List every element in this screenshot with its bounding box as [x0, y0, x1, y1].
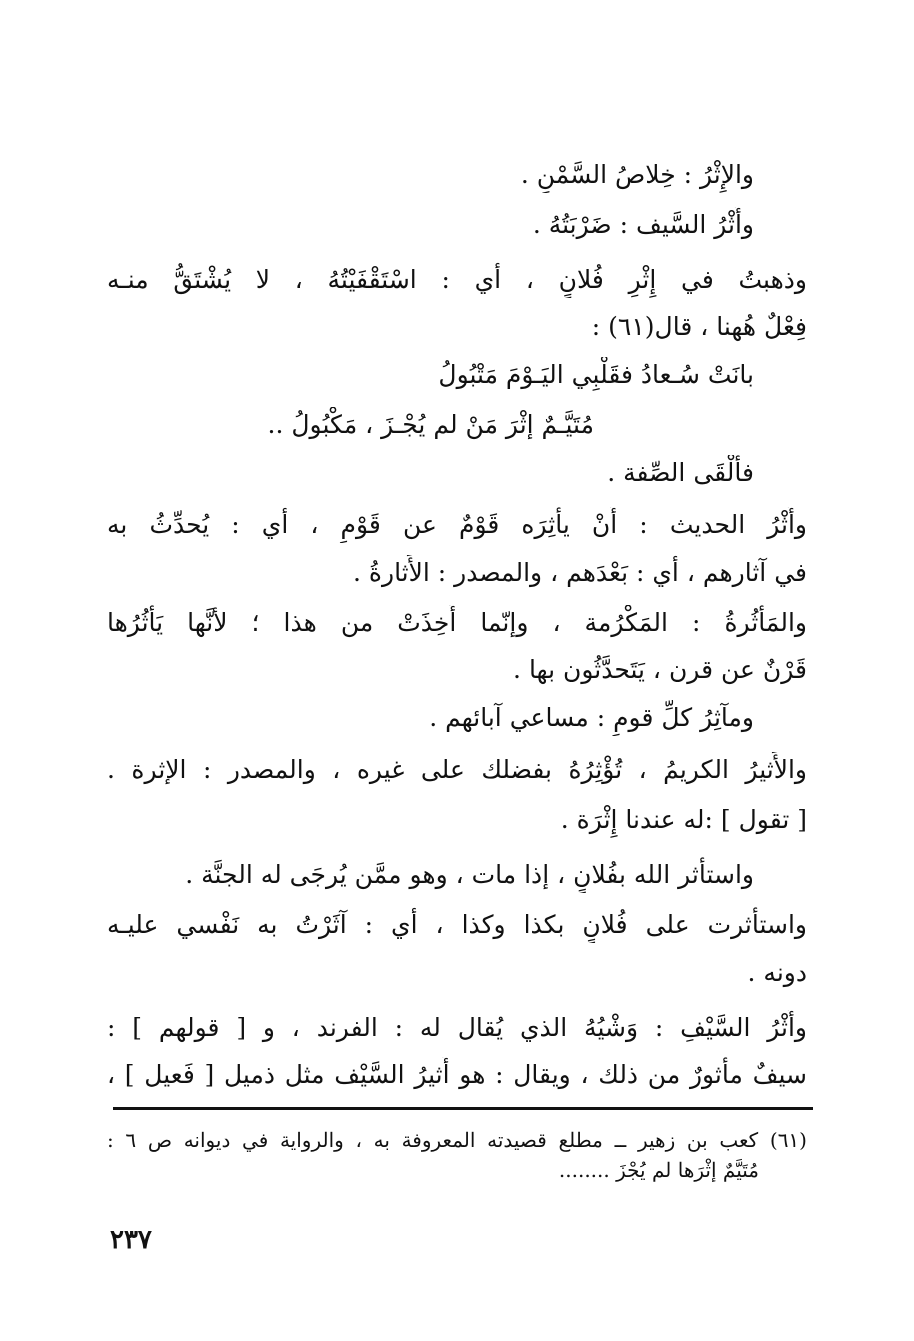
text-line: والأَثيرُ الكريمُ ، تُؤْثِرُهُ بفضلك على غيره ، والمصدر : الإثرة . — [107, 755, 807, 784]
verse-line: بانَتْ سُـعادُ فقَلْبِي اليَـوْمَ مَتْبُولُ — [438, 360, 754, 389]
text-line: وأَثْرُ السَّيْفِ : وَشْيُهُ الذي يُقال له : الفرند ، و [ قولهم ] : — [107, 1013, 807, 1042]
text-line: فأَلْقَى الصِّفة . — [607, 458, 754, 487]
text-line: وأَثْرُ السَّيف : ضَرْبَتُهُ . — [532, 210, 754, 239]
text-line: والإِثْرُ : خِلاصُ السَّمْنِ . — [520, 160, 754, 189]
text-line: وذهبتُ في إِثْرِ فُلانٍ ، أي : اسْتَقْفَيْتُهُ ، لا يُشْتَقُّ منـه — [107, 265, 807, 294]
footnote-line: (٦١) كعب بن زهير ــ مطلع قصيدته المعروفة به ، والرواية في ديوانه ص ٦ : — [107, 1128, 807, 1152]
text-line: واستأثرت على فُلانٍ بكذا وكذا ، أي : آثَرْتُ به نَفْسي عليـه — [107, 910, 807, 939]
text-line: وأَثْرُ الحديث : أَنْ يأْثِرَه قَوْمٌ عن قَوْمٍ ، أي : يُحدِّثُ به — [107, 510, 807, 539]
text-line: فِعْلٌ هُهنا ، قال(٦١) : — [591, 312, 807, 341]
verse-line: مُتَيَّـمٌ إثْرَ مَنْ لم يُجْـزَ ، مَكْبُولُ .. — [267, 410, 594, 439]
text-line: واستأثر الله بفُلانٍ ، إذا مات ، وهو ممَّن يُرجَى له الجنَّة . — [185, 860, 754, 889]
text-line: سيفٌ مأثورٌ من ذلك ، ويقال : هو أَثيرُ السَّيْف مثل ذميل [ فَعيل ] ، — [107, 1060, 807, 1089]
text-line: قَرْنٌ عن قرن ، يَتَحدَّثُون بها . — [513, 655, 807, 684]
page-number: ٢٣٧ — [110, 1225, 152, 1255]
text-line: في آثارهم ، أي : بَعْدَهم ، والمصدر : الأَثارةُ . — [353, 558, 807, 587]
text-line: [ تقول ] :له عندنا إِثْرَة . — [560, 805, 807, 834]
text-line: والمَأْثُرةُ : المَكْرُمة ، وإنّما أُخِذَتْ من هذا ؛ لأنَّها يَأْثُرُها — [107, 608, 807, 637]
text-line: دونه . — [747, 958, 807, 987]
footnote-line: مُتَيَّمٌ إثْرَها لم يُجْزَ ........ — [558, 1158, 759, 1182]
footnote-rule — [113, 1107, 813, 1110]
text-line: ومآثِرُ كلِّ قومٍ : مساعي آبائهم . — [429, 703, 754, 732]
